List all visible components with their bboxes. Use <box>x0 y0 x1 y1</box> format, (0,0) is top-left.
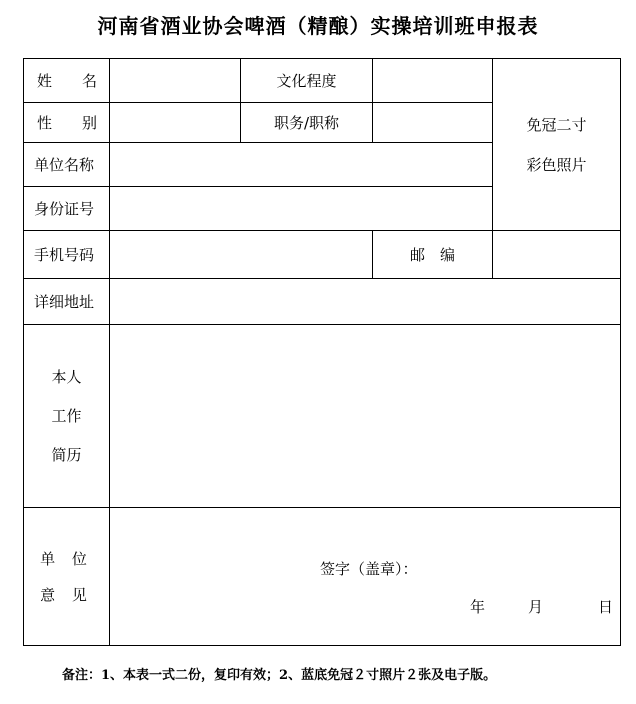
address-label: 详细地址 <box>24 279 110 325</box>
photo-placeholder[interactable]: 免冠二寸 彩色照片 <box>493 59 621 231</box>
position-field[interactable] <box>373 103 493 143</box>
date-month: 月 <box>528 598 544 616</box>
name-label: 姓 名 <box>24 59 110 103</box>
address-field[interactable] <box>110 279 621 325</box>
gender-label: 性 别 <box>24 103 110 143</box>
id-label: 身份证号 <box>24 187 110 231</box>
resume-field[interactable] <box>110 325 621 508</box>
application-form-table <box>23 58 621 646</box>
company-label: 单位名称 <box>24 143 110 187</box>
page-title: 河南省酒业协会啤酒（精酿）实操培训班申报表 <box>97 14 539 38</box>
postcode-label: 邮 编 <box>373 231 493 279</box>
opinion-label: 单 位 意 见 <box>24 508 110 646</box>
footnote: 备注：1、本表一式二份，复印有效；2、蓝底免冠２寸照片２张及电子版。 <box>62 668 497 683</box>
opinion-field[interactable] <box>110 508 621 646</box>
id-field[interactable] <box>110 187 493 231</box>
postcode-field[interactable] <box>493 231 621 279</box>
signature-label: 签字（盖章）： <box>320 560 418 578</box>
resume-label: 本人 工作 简历 <box>24 325 110 508</box>
gender-field[interactable] <box>110 103 241 143</box>
date-day: 日 <box>598 598 614 616</box>
company-field[interactable] <box>110 143 493 187</box>
education-field[interactable] <box>373 59 493 103</box>
position-label: 职务/职称 <box>241 103 373 143</box>
phone-field[interactable] <box>110 231 373 279</box>
date-line <box>110 596 620 616</box>
phone-label: 手机号码 <box>24 231 110 279</box>
name-field[interactable] <box>110 59 241 103</box>
education-label: 文化程度 <box>241 59 373 103</box>
date-year: 年 <box>470 598 486 616</box>
